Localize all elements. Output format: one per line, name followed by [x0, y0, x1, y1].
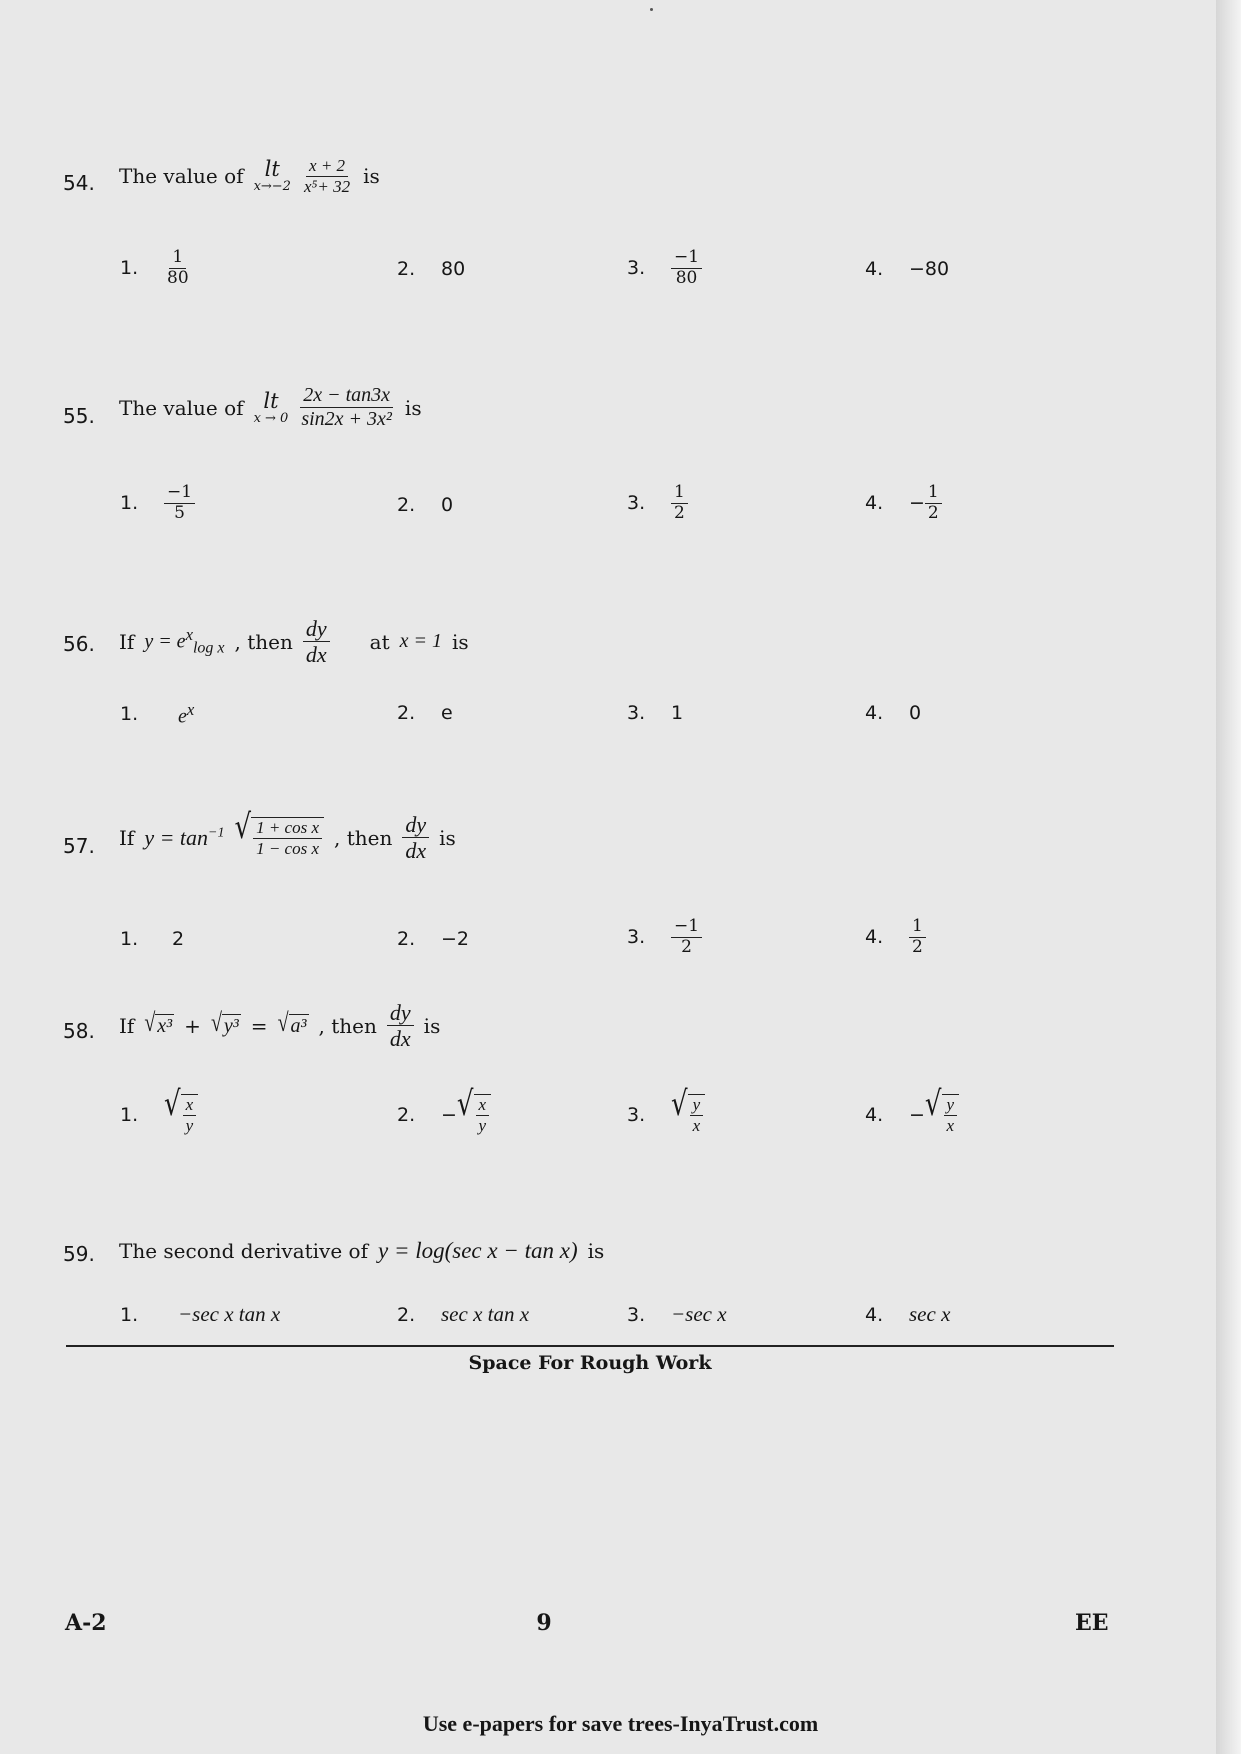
option-55-2[interactable]: 2. 0	[397, 494, 454, 516]
option-58-1[interactable]: 1. √ $\frac{x}{y}$	[120, 1094, 198, 1135]
subject-code: EE	[1075, 1610, 1109, 1636]
option-55-1[interactable]: 1. $\frac{-1}{5}$	[120, 483, 195, 523]
option-57-3[interactable]: 3. $\frac{-1}{2}$	[627, 917, 702, 957]
question-tail: is	[363, 164, 380, 189]
page-edge	[1216, 0, 1241, 1754]
function-expression: $y = e^x_{log x}$	[144, 625, 225, 658]
question-58: 58. If √ x³ + √ y³ = √ a³ , then $\frac{dy}{dx}$ is	[63, 1000, 441, 1052]
option-59-4[interactable]: 4. sec x	[865, 1302, 951, 1326]
option-59-3[interactable]: 3. −sec x	[627, 1302, 727, 1326]
function-expression: $y = \tan^{-1}$	[144, 824, 225, 850]
option-54-4[interactable]: 4. −80	[865, 258, 950, 280]
limit-expression: $\frac{2x - \tan 3x}{\text{sin2x + 3x²}}$	[301, 384, 392, 430]
option-57-1[interactable]: 1. 2	[120, 928, 185, 950]
question-56: 56. If $y = e^x_{log x}$ , then $\frac{dy}{dx}$ at x = 1 is	[63, 616, 469, 668]
square-root: √ $\frac{\text{1 + cos x}}{\text{1 − cos x}}$	[235, 817, 325, 858]
option-58-4[interactable]: 4. − √ $\frac{y}{x}$	[865, 1094, 959, 1135]
option-57-2[interactable]: 2. −2	[397, 928, 470, 950]
option-55-3[interactable]: 3. $\frac{1}{2}$	[627, 483, 688, 523]
question-tail: is	[423, 1013, 441, 1038]
option-58-2[interactable]: 2. − √ $\frac{x}{y}$	[397, 1094, 491, 1135]
question-number: 59.	[63, 1242, 95, 1266]
question-lead: The value of	[119, 395, 244, 420]
question-lead: If	[119, 1013, 135, 1038]
derivative-symbol: $\frac{dy}{dx}$	[303, 616, 330, 668]
derivative-symbol: $\frac{dy}{dx}$	[387, 1000, 414, 1052]
question-lead: If	[119, 825, 135, 850]
scan-mark	[650, 8, 653, 11]
question-59	[0, 1238, 1216, 1298]
derivative-symbol: $\frac{dy}{dx}$	[402, 812, 429, 864]
question-number: 55.	[63, 404, 95, 428]
divider-rule	[66, 1345, 1114, 1347]
page-number: 9	[536, 1610, 552, 1636]
root-a-cubed: √ a³	[277, 1008, 307, 1038]
option-54-3[interactable]: 3. $\frac{-1}{80}$	[627, 248, 702, 288]
option-55-4[interactable]: 4. − $\frac{1}{2}$	[865, 483, 942, 523]
question-55	[0, 384, 1216, 444]
question-tail: is	[404, 395, 422, 420]
limit-operator: lt x→−2	[253, 157, 291, 195]
rough-work-heading: Space For Rough Work	[468, 1352, 712, 1374]
option-59-2[interactable]: 2. sec x tan x	[397, 1302, 530, 1326]
question-number: 54.	[63, 171, 95, 195]
question-tail: is	[439, 825, 456, 850]
question-tail: is	[451, 629, 469, 654]
function-expression: y = log(sec x − tan x)	[377, 1238, 578, 1263]
question-54	[0, 156, 1216, 216]
question-number: 56.	[63, 632, 95, 656]
question-number: 57.	[63, 834, 95, 858]
root-x-cubed: √ x³	[144, 1008, 173, 1038]
option-54-1[interactable]: 1. $\frac{1}{80}$	[120, 247, 189, 288]
question-lead: The second derivative of	[119, 1239, 368, 1263]
option-57-4[interactable]: 4. $\frac{1}{2}$	[865, 917, 926, 957]
question-57: 57. If $y = \tan^{-1}$ √ $\frac{\text{1 + cos x}}{\text{1 − cos x}}$ , then $\frac{dy}{dx}$ is	[63, 808, 456, 864]
credit-line: Use e-papers for save trees-InyaTrust.com	[422, 1711, 819, 1736]
option-58-3[interactable]: 3. √ $\frac{y}{x}$	[627, 1094, 705, 1135]
limit-expression: $\frac{x + 2}{\text{x⁵+ 32}}$	[303, 156, 351, 196]
option-54-2[interactable]: 2. 80	[397, 258, 466, 280]
option-56-2[interactable]: 2. e	[397, 702, 453, 724]
limit-operator: lt x → 0	[253, 388, 289, 426]
option-56-3[interactable]: 3. 1	[627, 702, 684, 724]
option-56-4[interactable]: 4. 0	[865, 702, 922, 724]
option-56-1[interactable]: 1. $e^x$	[120, 700, 195, 728]
question-lead: The value of	[119, 164, 244, 189]
root-y-cubed: √ y³	[210, 1008, 239, 1038]
question-tail: is	[587, 1239, 605, 1263]
paper-code: A-2	[65, 1610, 107, 1636]
question-number: 58.	[63, 1019, 95, 1043]
option-59-1[interactable]: 1. −sec x tan x	[120, 1302, 281, 1326]
question-lead: If	[119, 629, 135, 654]
